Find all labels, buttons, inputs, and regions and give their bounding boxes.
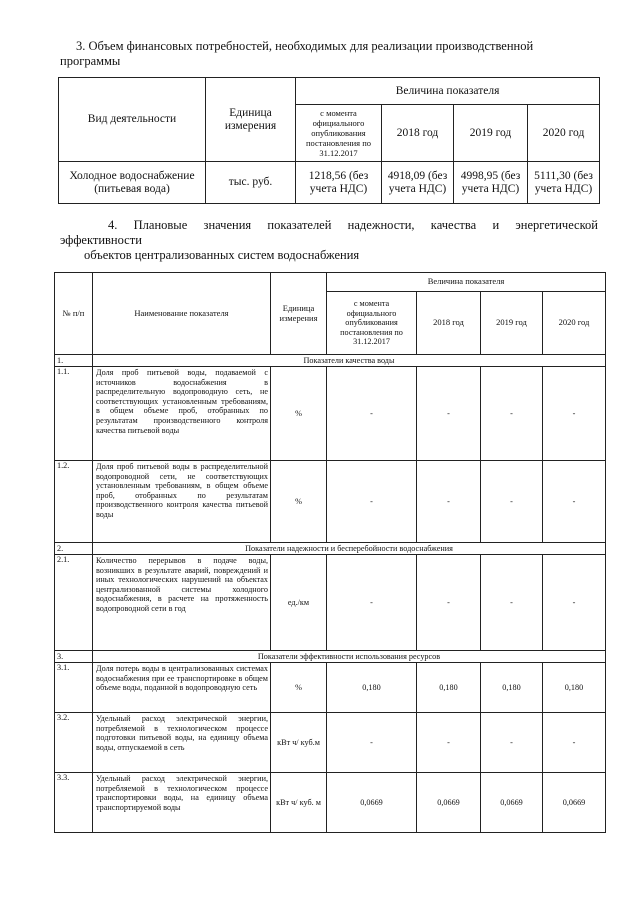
col-2019-header: 2019 год bbox=[454, 105, 528, 162]
section-row bbox=[55, 543, 606, 555]
row-unit: ед./км bbox=[271, 555, 327, 651]
row-name: Доля проб питьевой воды, подаваемой с источников водоснабжения в распределительную водопроводную сеть, не соответствующих установленным требованиям, в общем объеме проб, отобранных по результатам производственного контроля качества питьевой воды bbox=[93, 367, 271, 461]
table-row bbox=[55, 367, 606, 461]
since-cell: 1218,56 (без учета НДС) bbox=[296, 162, 382, 204]
row-unit: % bbox=[271, 367, 327, 461]
indicators-table bbox=[54, 272, 606, 833]
row-2020: - bbox=[543, 555, 606, 651]
row-since: - bbox=[327, 461, 417, 543]
row-2018: 0,180 bbox=[417, 663, 481, 713]
y2019-cell: 4998,95 (без учета НДС) bbox=[454, 162, 528, 204]
row-since: 0,180 bbox=[327, 663, 417, 713]
section4-heading-cont: объектов централизованных систем водоснабжения bbox=[84, 248, 360, 262]
col-value-group-header: Величина показателя bbox=[296, 78, 600, 105]
row-num: 1.2. bbox=[55, 461, 93, 543]
col-num-header: № п/п bbox=[55, 273, 93, 355]
section-num: 2. bbox=[55, 543, 93, 555]
row-2019: 0,180 bbox=[481, 663, 543, 713]
table-row bbox=[55, 461, 606, 543]
col-2018-header: 2018 год bbox=[382, 105, 454, 162]
table-row bbox=[55, 713, 606, 773]
row-unit: % bbox=[271, 663, 327, 713]
section3-heading-cont: программы bbox=[60, 54, 121, 68]
y2020-cell: 5111,30 (без учета НДС) bbox=[528, 162, 600, 204]
row-2020: - bbox=[543, 367, 606, 461]
row-2019: - bbox=[481, 555, 543, 651]
section3-heading: 3. Объем финансовых потребностей, необходимых для реализации производственной bbox=[76, 39, 534, 53]
row-unit: кВт ч/ куб. м bbox=[271, 773, 327, 833]
section-row bbox=[55, 355, 606, 367]
row-unit: кВт ч/ куб.м bbox=[271, 713, 327, 773]
section4-heading: 4. Плановые значения показателей надежности, качества и энергетической эффективности bbox=[60, 218, 598, 247]
row-2019: - bbox=[481, 713, 543, 773]
y2018-cell: 4918,09 (без учета НДС) bbox=[382, 162, 454, 204]
col-unit-header: Единица измерения bbox=[206, 78, 296, 162]
row-since: 0,0669 bbox=[327, 773, 417, 833]
row-unit: % bbox=[271, 461, 327, 543]
row-2018: - bbox=[417, 367, 481, 461]
row-name: Доля проб питьевой воды в распределительной водопроводной сети, не соответствующих установленным требованиям, в общем объеме проб, отобранных по результатам производственного контроля качества питьевой воды bbox=[93, 461, 271, 543]
col-2020-header: 2020 год bbox=[528, 105, 600, 162]
col-since-header: с момента официального опубликования постановления по 31.12.2017 bbox=[296, 105, 382, 162]
financial-needs-table bbox=[58, 77, 600, 204]
row-name: Удельный расход электрической энергии, потребляемой в технологическом процессе подготовки питьевой воды, на единицу объема воды, отпускаемой в сеть bbox=[93, 713, 271, 773]
section-title: Показатели надежности и бесперебойности водоснабжения bbox=[93, 543, 606, 555]
row-since: - bbox=[327, 713, 417, 773]
row-num: 1.1. bbox=[55, 367, 93, 461]
section-title: Показатели эффективности использования ресурсов bbox=[93, 651, 606, 663]
row-num: 3.2. bbox=[55, 713, 93, 773]
section-title: Показатели качества воды bbox=[93, 355, 606, 367]
row-2018: - bbox=[417, 461, 481, 543]
row-name: Количество перерывов в подаче воды, возникших в результате аварий, повреждений и иных технологических нарушений на объектах централизованной системы холодного водоснабжения, в расчете на протяженность водопроводной сети в год bbox=[93, 555, 271, 651]
table-row bbox=[55, 555, 606, 651]
row-name: Удельный расход электрической энергии, потребляемой в технологическом процессе транспортировки воды, на единицу объема транспортируемой воды bbox=[93, 773, 271, 833]
row-2018: - bbox=[417, 555, 481, 651]
section-row bbox=[55, 651, 606, 663]
col-name-header: Наименование показателя bbox=[93, 273, 271, 355]
section-num: 1. bbox=[55, 355, 93, 367]
row-since: - bbox=[327, 555, 417, 651]
col-unit-header: Единица измерения bbox=[271, 273, 327, 355]
table-row bbox=[55, 663, 606, 713]
col-activity-header: Вид деятельности bbox=[59, 78, 206, 162]
col-value-group-header: Величина показателя bbox=[327, 273, 606, 292]
row-num: 3.1. bbox=[55, 663, 93, 713]
row-name: Доля потерь воды в централизованных системах водоснабжения при ее транспортировке в общем объеме воды, поданной в водопроводную сеть bbox=[93, 663, 271, 713]
row-2020: - bbox=[543, 461, 606, 543]
section-num: 3. bbox=[55, 651, 93, 663]
col-2019-header: 2019 год bbox=[481, 292, 543, 355]
col-since-header: с момента официального опубликования постановления по 31.12.2017 bbox=[327, 292, 417, 355]
row-2018: - bbox=[417, 713, 481, 773]
row-2020: - bbox=[543, 713, 606, 773]
row-2020: 0,180 bbox=[543, 663, 606, 713]
row-2019: - bbox=[481, 461, 543, 543]
row-2018: 0,0669 bbox=[417, 773, 481, 833]
row-num: 3.3. bbox=[55, 773, 93, 833]
col-2018-header: 2018 год bbox=[417, 292, 481, 355]
row-since: - bbox=[327, 367, 417, 461]
table-row bbox=[59, 162, 600, 204]
row-2019: 0,0669 bbox=[481, 773, 543, 833]
col-2020-header: 2020 год bbox=[543, 292, 606, 355]
row-num: 2.1. bbox=[55, 555, 93, 651]
row-2020: 0,0669 bbox=[543, 773, 606, 833]
unit-cell: тыс. руб. bbox=[206, 162, 296, 204]
activity-cell: Холодное водоснабжение (питьевая вода) bbox=[59, 162, 206, 204]
table-row bbox=[55, 773, 606, 833]
row-2019: - bbox=[481, 367, 543, 461]
